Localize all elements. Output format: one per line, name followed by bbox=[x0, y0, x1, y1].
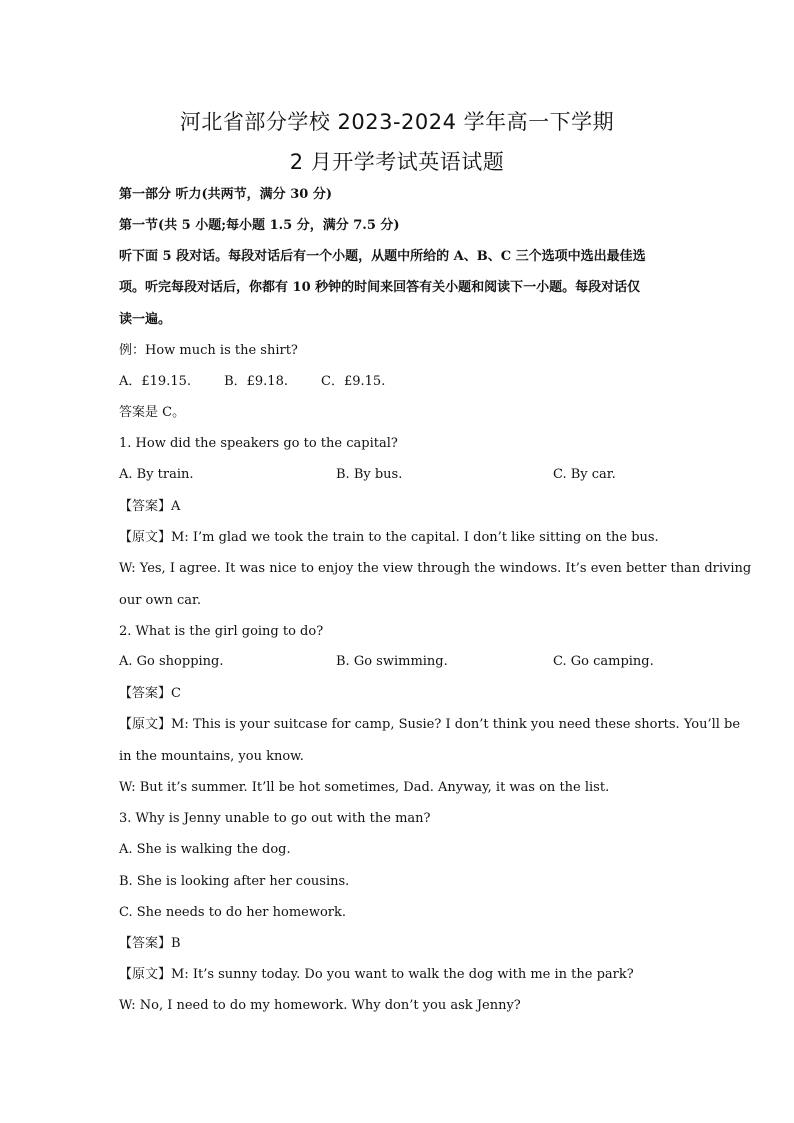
transcript-tag: 【原文】 bbox=[119, 967, 172, 982]
answer-value: A bbox=[171, 499, 181, 514]
question-2: 2. What is the girl going to do? bbox=[119, 624, 324, 639]
example-options: A．£19.15. B．£9.18. C．£9.15. bbox=[119, 374, 386, 389]
q3-option-a: A. She is walking the dog. bbox=[119, 842, 291, 857]
q3-option-b: B. She is looking after her cousins. bbox=[119, 874, 350, 889]
q1-transcript-line2: W: Yes, I agree. It was nice to enjoy the view through the windows. It’s even better than driving bbox=[119, 561, 752, 576]
q2-answer bbox=[119, 685, 676, 703]
transcript-text: M: This is your suitcase for camp, Susie? I don’t think you need these shorts. You’ll be bbox=[171, 717, 741, 732]
transcript-tag: 【原文】 bbox=[119, 717, 172, 732]
example-answer: 答案是 C。 bbox=[119, 405, 186, 420]
section-heading: 第一节(共 5 小题;每小题 1.5 分，满分 7.5 分) bbox=[119, 218, 400, 233]
transcript-tag: 【原文】 bbox=[119, 530, 172, 545]
q3-transcript-line2: W: No, I need to do my homework. Why don’t you ask Jenny? bbox=[119, 998, 521, 1013]
transcript-text: M: I’m glad we took the train to the capital. I don’t like sitting on the bus. bbox=[171, 530, 659, 545]
instructions-line1: 听下面 5 段对话。每段对话后有一个小题，从题中所给的 A、B、C 三个选项中选出最佳选 bbox=[119, 249, 646, 264]
q2-transcript-line2: in the mountains, you know. bbox=[119, 749, 304, 764]
instructions-line2: 项。听完每段对话后，你都有 10 秒钟的时间来回答有关小题和阅读下一小题。每段对话仅 bbox=[119, 280, 641, 295]
q3-answer bbox=[119, 935, 676, 953]
question-3: 3. Why is Jenny unable to go out with the man? bbox=[119, 811, 431, 826]
part-heading: 第一部分 听力(共两节，满分 30 分) bbox=[119, 187, 332, 202]
q3-option-c: C. She needs to do her homework. bbox=[119, 905, 347, 920]
q1-transcript-line3: our own car. bbox=[119, 593, 201, 608]
instructions-line3: 读一遍。 bbox=[119, 312, 172, 327]
question-1: 1. How did the speakers go to the capital? bbox=[119, 436, 398, 451]
q3-transcript-line1 bbox=[119, 966, 676, 984]
q1-option-a: A. By train. bbox=[119, 467, 194, 482]
answer-value: C bbox=[171, 686, 181, 701]
answer-tag: 【答案】 bbox=[119, 686, 172, 701]
q2-option-c: C. Go camping. bbox=[553, 654, 654, 669]
answer-tag: 【答案】 bbox=[119, 936, 172, 951]
q2-transcript-line1 bbox=[119, 716, 741, 734]
answer-tag: 【答案】 bbox=[119, 499, 172, 514]
q2-option-a: A. Go shopping. bbox=[119, 654, 224, 669]
document-title-line1: 河北省部分学校 2023-2024 学年高一下学期 bbox=[179, 110, 615, 134]
q1-answer bbox=[119, 498, 676, 516]
q1-option-b: B. By bus. bbox=[336, 467, 403, 482]
q1-option-c: C. By car. bbox=[553, 467, 616, 482]
transcript-text: M: It’s sunny today. Do you want to walk the dog with me in the park? bbox=[171, 967, 634, 982]
document-title-line2: 2 月开学考试英语试题 bbox=[289, 150, 505, 174]
answer-value: B bbox=[171, 936, 181, 951]
q1-transcript-line1 bbox=[119, 529, 676, 547]
q2-transcript-line3: W: But it’s summer. It’ll be hot sometimes, Dad. Anyway, it was on the list. bbox=[119, 780, 610, 795]
example-question: 例：How much is the shirt? bbox=[119, 343, 298, 358]
q2-option-b: B. Go swimming. bbox=[336, 654, 448, 669]
